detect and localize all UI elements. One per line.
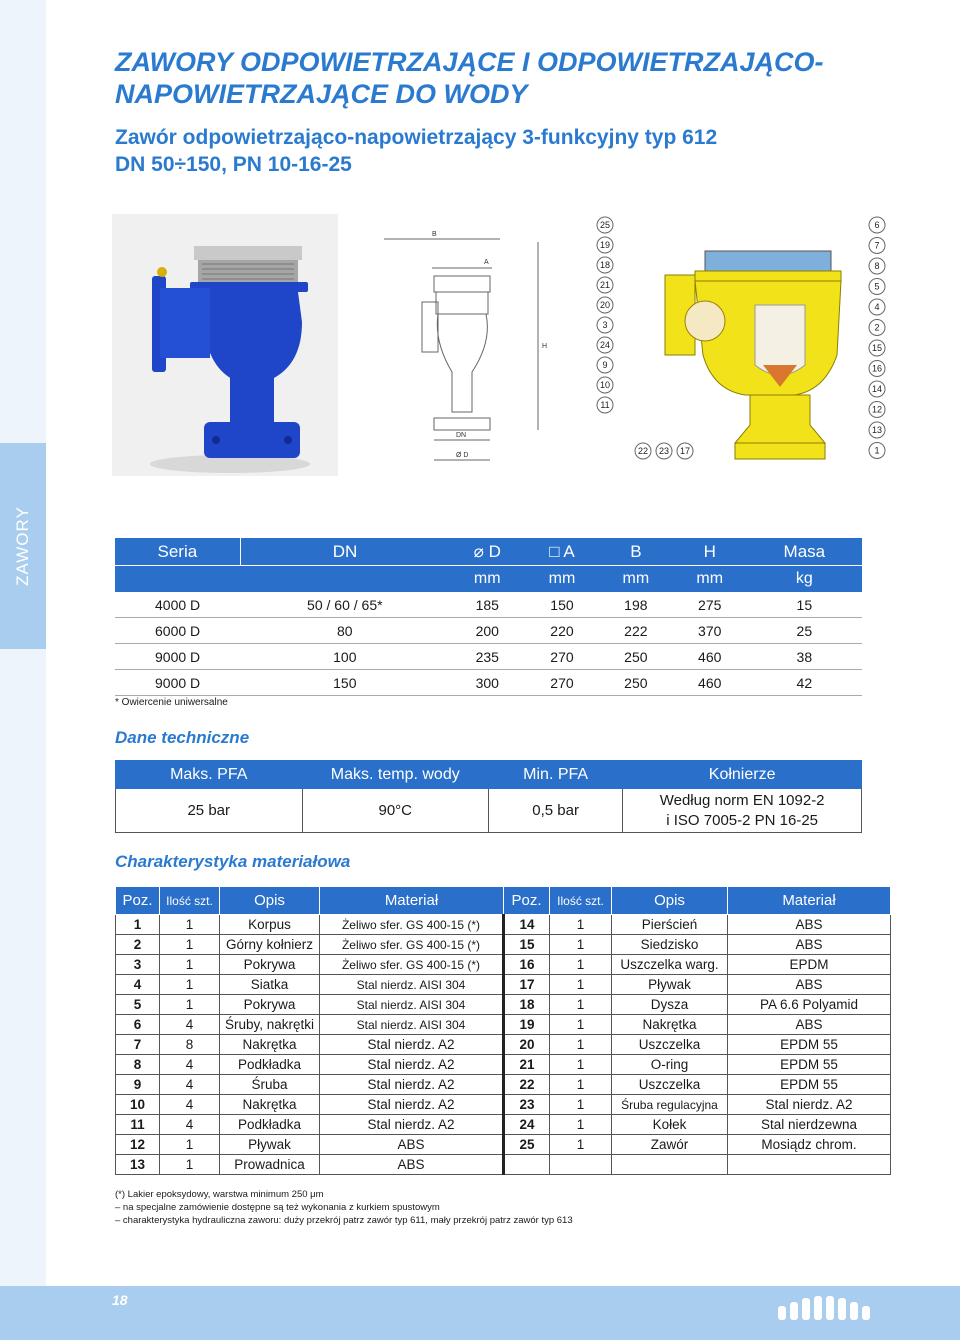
col-h: H: [673, 538, 747, 566]
table-cell: Stal nierdz. AISI 304: [320, 995, 504, 1015]
col-b: B: [599, 538, 673, 566]
tech-table: [115, 760, 862, 833]
dimension-drawing: [372, 222, 568, 468]
table-cell: 15: [504, 935, 550, 955]
table-row: [116, 975, 891, 995]
table-cell: 6000 D: [115, 618, 240, 644]
flange-line1: Według norm EN 1092-2: [659, 791, 825, 809]
unit-cell: kg: [747, 566, 862, 593]
table-cell: Nakrętka: [220, 1035, 320, 1055]
table-cell: 1: [550, 915, 612, 935]
table-row: [115, 644, 862, 670]
callout-label: 23: [658, 446, 670, 456]
callout-label: 12: [871, 404, 883, 415]
table-cell: 1: [550, 935, 612, 955]
tech-value-row: [116, 789, 862, 833]
table-cell: Stal nierdz. A2: [320, 1055, 504, 1075]
table-cell: 300: [449, 670, 525, 696]
unit-cell: mm: [673, 566, 747, 593]
table-cell: 1: [160, 935, 220, 955]
col-masa: Masa: [747, 538, 862, 566]
unit-cell: [115, 566, 240, 593]
table-cell: 20: [504, 1035, 550, 1055]
table-cell: 19: [504, 1015, 550, 1035]
table-cell: Prowadnica: [220, 1155, 320, 1175]
callout-label: 16: [871, 363, 883, 374]
label-dn: DN: [456, 432, 467, 439]
table-cell: Siedzisko: [612, 935, 728, 955]
footnote: (*) Lakier epoksydowy, warstwa minimum 250 μm: [115, 1189, 324, 1200]
table-cell: ABS: [728, 975, 891, 995]
section-tab-label: ZAWORY: [13, 506, 33, 586]
table-cell: 460: [673, 670, 747, 696]
table-cell: 9000 D: [115, 644, 240, 670]
callout-label: 9: [602, 360, 608, 370]
tech-value: 25 bar: [116, 789, 303, 833]
callout-label: 3: [602, 320, 608, 330]
product-subtitle: [115, 124, 915, 178]
table-cell: Nakrętka: [612, 1015, 728, 1035]
subtitle-line2: DN 50÷150, PN 10-16-25: [115, 153, 352, 176]
col-dn: DN: [240, 538, 449, 566]
col-a-label: A: [563, 541, 575, 561]
table-cell: [504, 1155, 550, 1175]
callout-label: 1: [874, 445, 880, 456]
table-cell: 1: [550, 1095, 612, 1115]
table-cell: Stal nierdz. A2: [320, 1095, 504, 1115]
table-cell: 1: [160, 1155, 220, 1175]
table-cell: Uszczelka: [612, 1035, 728, 1055]
table-cell: 1: [116, 915, 160, 935]
table-cell: Pływak: [220, 1135, 320, 1155]
label-b: B: [432, 231, 437, 238]
subtitle-line1: Zawór odpowietrzająco-napowietrzający 3-funkcyjny typ 612: [115, 126, 718, 149]
col-d-label: D: [488, 541, 501, 561]
table-cell: 7: [116, 1035, 160, 1055]
tech-value: 90°C: [302, 789, 489, 833]
table-cell: 222: [599, 618, 673, 644]
table-row: [116, 1015, 891, 1035]
mat-header: Opis: [612, 887, 728, 915]
col-d: [449, 538, 525, 566]
table-cell: 100: [240, 644, 449, 670]
table-cell: Stal nierdz. A2: [320, 1115, 504, 1135]
materials-header-row: [116, 887, 891, 915]
table-cell: 150: [525, 592, 599, 618]
table-cell: EPDM 55: [728, 1035, 891, 1055]
table-row: [116, 1135, 891, 1155]
table-cell: Żeliwo sfer. GS 400-15 (*): [320, 955, 504, 975]
table-cell: [728, 1155, 891, 1175]
dimensions-header-row: [115, 538, 862, 566]
table-cell: EPDM 55: [728, 1055, 891, 1075]
unit-cell: mm: [525, 566, 599, 593]
table-cell: PA 6.6 Polyamid: [728, 995, 891, 1015]
table-cell: 460: [673, 644, 747, 670]
table-cell: 1: [550, 1135, 612, 1155]
page-number: 18: [112, 1292, 128, 1308]
callout-label: 24: [599, 340, 611, 350]
footnote: – charakterystyka hydrauliczna zaworu: duży przekrój patrz zawór typ 611, mały przekrój patrz zawór typ 613: [115, 1215, 573, 1226]
table-cell: 1: [550, 1115, 612, 1135]
table-cell: Mosiądz chrom.: [728, 1135, 891, 1155]
table-cell: 24: [504, 1115, 550, 1135]
callout-label: 8: [874, 261, 880, 271]
table-cell: 8: [116, 1055, 160, 1075]
table-cell: Stal nierdz. A2: [728, 1095, 891, 1115]
table-cell: 8: [160, 1035, 220, 1055]
table-cell: 1: [160, 915, 220, 935]
unit-cell: [240, 566, 449, 593]
table-row: [115, 670, 862, 696]
table-cell: 4: [160, 1055, 220, 1075]
table-cell: Stal nierdz. AISI 304: [320, 1015, 504, 1035]
table-cell: 220: [525, 618, 599, 644]
table-cell: Siatka: [220, 975, 320, 995]
table-cell: 198: [599, 592, 673, 618]
table-cell: 38: [747, 644, 862, 670]
mat-header: Opis: [220, 887, 320, 915]
table-row: [116, 995, 891, 1015]
section-tab: [0, 443, 46, 649]
dimensions-note: * Owiercenie uniwersalne: [115, 697, 228, 708]
table-cell: 17: [504, 975, 550, 995]
table-cell: EPDM: [728, 955, 891, 975]
table-cell: Śruby, nakrętki: [220, 1015, 320, 1035]
table-cell: 270: [525, 644, 599, 670]
callout-label: 13: [871, 425, 883, 435]
table-cell: 1: [550, 955, 612, 975]
diameter-icon: ⌀: [473, 541, 484, 561]
label-h: H: [542, 343, 548, 350]
flange-line2: i ISO 7005-2 PN 16-25: [666, 811, 819, 829]
tech-value-flange: [623, 789, 862, 833]
callouts-bottom: [635, 443, 693, 459]
callout-label: 7: [874, 240, 880, 251]
table-cell: Pokrywa: [220, 955, 320, 975]
table-cell: 11: [116, 1115, 160, 1135]
table-row: [116, 915, 891, 935]
mat-header: Materiał: [320, 887, 504, 915]
dimensions-table: [115, 538, 862, 696]
table-cell: 1: [550, 1015, 612, 1035]
table-cell: 16: [504, 955, 550, 975]
table-row: [116, 955, 891, 975]
table-cell: 250: [599, 670, 673, 696]
callout-label: 11: [600, 400, 610, 410]
callout-label: 15: [871, 343, 883, 353]
table-cell: 18: [504, 995, 550, 1015]
materials-table: [115, 886, 891, 1175]
table-cell: 4: [160, 1095, 220, 1115]
table-cell: 4: [160, 1075, 220, 1095]
materials-body: [116, 915, 891, 1175]
table-cell: 50 / 60 / 65*: [240, 592, 449, 618]
table-row: [116, 935, 891, 955]
mat-header: Poz.: [504, 887, 550, 915]
table-cell: 1: [160, 995, 220, 1015]
table-cell: 4: [116, 975, 160, 995]
table-cell: EPDM 55: [728, 1075, 891, 1095]
table-cell: 14: [504, 915, 550, 935]
table-cell: Dysza: [612, 995, 728, 1015]
table-cell: ABS: [320, 1155, 504, 1175]
table-cell: 23: [504, 1095, 550, 1115]
table-cell: 235: [449, 644, 525, 670]
callout-label: 20: [599, 300, 611, 310]
table-cell: 3: [116, 955, 160, 975]
table-cell: Pierścień: [612, 915, 728, 935]
dimensions-unit-row: [115, 566, 862, 593]
footnotes: [115, 1188, 573, 1227]
table-cell: 1: [160, 955, 220, 975]
table-cell: 150: [240, 670, 449, 696]
table-cell: Korpus: [220, 915, 320, 935]
tech-value: 0,5 bar: [489, 789, 623, 833]
table-row: [116, 1155, 891, 1175]
valve-photo: [112, 214, 338, 476]
table-cell: O-ring: [612, 1055, 728, 1075]
table-row: [115, 618, 862, 644]
callout-label: 5: [874, 281, 880, 292]
table-cell: 6: [116, 1015, 160, 1035]
callouts-left: [597, 217, 613, 413]
table-cell: 1: [550, 995, 612, 1015]
table-cell: 12: [116, 1135, 160, 1155]
table-cell: Uszczelka warg.: [612, 955, 728, 975]
table-row: [115, 592, 862, 618]
materials-title: Charakterystyka materiałowa: [115, 852, 351, 871]
table-row: [116, 1075, 891, 1095]
col-a: [525, 538, 599, 566]
tech-title: Dane techniczne: [115, 728, 250, 747]
table-cell: 200: [449, 618, 525, 644]
table-cell: 25: [504, 1135, 550, 1155]
table-cell: Kołek: [612, 1115, 728, 1135]
table-cell: 25: [747, 618, 862, 644]
table-cell: Stal nierdzewna: [728, 1115, 891, 1135]
table-cell: 1: [550, 1035, 612, 1055]
unit-cell: mm: [449, 566, 525, 593]
table-cell: 1: [160, 975, 220, 995]
table-cell: 1: [550, 1075, 612, 1095]
table-cell: Zawór: [612, 1135, 728, 1155]
table-cell: 4000 D: [115, 592, 240, 618]
table-cell: 5: [116, 995, 160, 1015]
page-title: ZAWORY ODPOWIETRZAJĄCE I ODPOWIETRZAJĄCO-NAPOWIETRZAJĄCE DO WODY: [115, 47, 824, 109]
table-cell: 42: [747, 670, 862, 696]
table-cell: ABS: [728, 935, 891, 955]
table-cell: 22: [504, 1075, 550, 1095]
table-cell: 80: [240, 618, 449, 644]
table-cell: 10: [116, 1095, 160, 1115]
table-row: [116, 1115, 891, 1135]
unit-cell: mm: [599, 566, 673, 593]
company-logo: [778, 1292, 908, 1326]
table-cell: ABS: [728, 1015, 891, 1035]
table-cell: Nakrętka: [220, 1095, 320, 1115]
table-cell: 1: [550, 1055, 612, 1075]
table-cell: Żeliwo sfer. GS 400-15 (*): [320, 915, 504, 935]
table-cell: 275: [673, 592, 747, 618]
callout-label: 22: [637, 446, 649, 456]
tech-header: Min. PFA: [489, 761, 623, 789]
table-cell: 9000 D: [115, 670, 240, 696]
mat-header: Poz.: [116, 887, 160, 915]
table-cell: Pokrywa: [220, 995, 320, 1015]
table-cell: Żeliwo sfer. GS 400-15 (*): [320, 935, 504, 955]
mat-header: Materiał: [728, 887, 891, 915]
table-cell: Stal nierdz. A2: [320, 1035, 504, 1055]
table-cell: 13: [116, 1155, 160, 1175]
table-row: [116, 1055, 891, 1075]
table-cell: Śruba regulacyjna: [612, 1095, 728, 1115]
callout-label: 25: [599, 220, 611, 230]
table-cell: 370: [673, 618, 747, 644]
mat-header: Ilość szt.: [160, 887, 220, 915]
table-cell: ABS: [320, 1135, 504, 1155]
table-cell: Górny kołnierz: [220, 935, 320, 955]
table-cell: ABS: [728, 915, 891, 935]
callout-label: 21: [599, 280, 611, 290]
table-cell: 250: [599, 644, 673, 670]
table-cell: Podkładka: [220, 1055, 320, 1075]
callout-label: 19: [599, 240, 611, 250]
table-cell: [612, 1155, 728, 1175]
callout-label: 14: [871, 384, 883, 394]
label-d: Ø D: [456, 452, 469, 459]
callout-label: 6: [874, 220, 880, 230]
label-a: A: [484, 259, 489, 266]
table-cell: 21: [504, 1055, 550, 1075]
table-cell: Stal nierdz. AISI 304: [320, 975, 504, 995]
dimensions-body: [115, 592, 862, 696]
table-cell: 9: [116, 1075, 160, 1095]
table-cell: Śruba: [220, 1075, 320, 1095]
callout-label: 2: [874, 322, 880, 333]
tech-header: Kołnierze: [623, 761, 862, 789]
table-cell: 1: [160, 1135, 220, 1155]
tech-header-row: [116, 761, 862, 789]
col-seria: Seria: [115, 538, 240, 566]
section-drawing: [585, 215, 890, 480]
tech-header: Maks. temp. wody: [302, 761, 489, 789]
tech-header: Maks. PFA: [116, 761, 303, 789]
table-cell: 185: [449, 592, 525, 618]
table-row: [116, 1035, 891, 1055]
callout-label: 10: [599, 380, 611, 390]
square-icon: □: [549, 541, 560, 561]
table-cell: 15: [747, 592, 862, 618]
callout-label: 17: [679, 446, 691, 456]
callout-label: 18: [599, 260, 611, 270]
table-cell: 270: [525, 670, 599, 696]
table-cell: Stal nierdz. A2: [320, 1075, 504, 1095]
table-cell: Podkładka: [220, 1115, 320, 1135]
table-cell: Pływak: [612, 975, 728, 995]
callouts-right: [869, 217, 885, 459]
mat-header: Ilość szt.: [550, 887, 612, 915]
table-cell: Uszczelka: [612, 1075, 728, 1095]
sidebar: [0, 0, 46, 1340]
footnote: – na specjalne zamówienie dostępne są też wykonania z kurkiem spustowym: [115, 1202, 440, 1213]
table-cell: 4: [160, 1015, 220, 1035]
table-row: [116, 1095, 891, 1115]
table-cell: 1: [550, 975, 612, 995]
table-cell: 2: [116, 935, 160, 955]
callout-label: 4: [874, 302, 880, 312]
table-cell: 4: [160, 1115, 220, 1135]
table-cell: [550, 1155, 612, 1175]
